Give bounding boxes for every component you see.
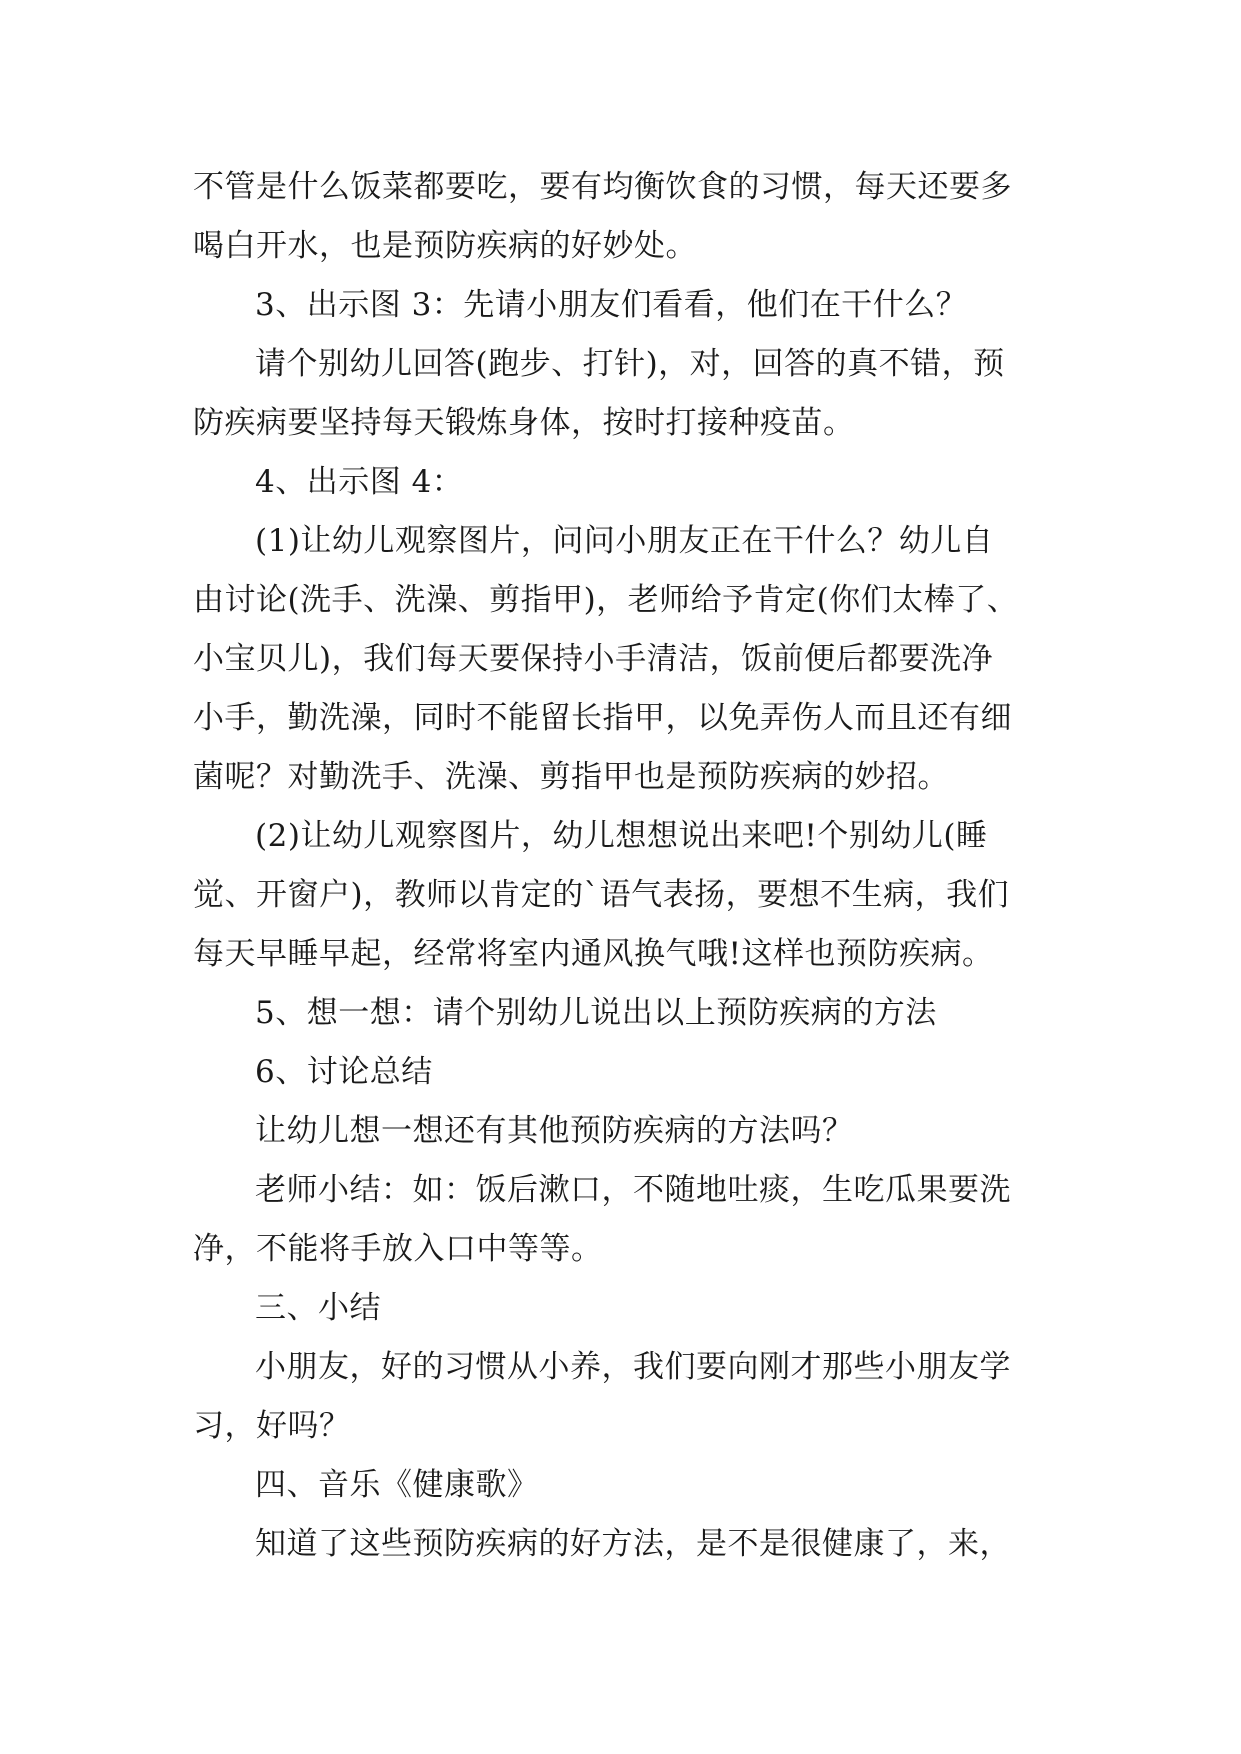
text-line: 防疾病要坚持每天锻炼身体，按时打接种疫苗。 (193, 405, 855, 441)
text-line: 三、小结 (255, 1290, 381, 1326)
text-line: 知道了这些预防疾病的好方法，是不是很健康了，来， (255, 1526, 1011, 1562)
text-line: 喝白开水，也是预防疾病的好妙处。 (193, 228, 697, 264)
text-line: 四、音乐《健康歌》 (255, 1467, 539, 1503)
text-line: 3、出示图 3：先请小朋友们看看，他们在干什么？ (255, 287, 968, 323)
text-line: 菌呢？对勤洗手、洗澡、剪指甲也是预防疾病的妙招。 (193, 759, 949, 795)
document-body (193, 158, 1053, 1574)
text-line: 请个别幼儿回答(跑步、打针)，对，回答的真不错，预 (255, 346, 1005, 382)
text-line: 觉、开窗户)，教师以肯定的`语气表扬，要想不生病，我们 (193, 877, 1010, 913)
text-line: 老师小结：如：饭后漱口，不随地吐痰，生吃瓜果要洗 (255, 1172, 1011, 1208)
text-line: (2)让幼儿观察图片，幼儿想想说出来吧!个别幼儿(睡 (255, 818, 988, 854)
text-line: 小朋友，好的习惯从小养，我们要向刚才那些小朋友学 (255, 1349, 1011, 1385)
text-line: 由讨论(洗手、洗澡、剪指甲)，老师给予肯定(你们太棒了、 (193, 582, 1019, 618)
text-line: 净，不能将手放入口中等等。 (193, 1231, 603, 1267)
text-line: 习，好吗？ (193, 1408, 351, 1444)
text-line: 5、想一想：请个别幼儿说出以上预防疾病的方法 (255, 995, 937, 1031)
text-line: 让幼儿想一想还有其他预防疾病的方法吗？ (255, 1113, 854, 1149)
text-line: 6、讨论总结 (255, 1054, 433, 1090)
text-line: 4、出示图 4： (255, 464, 464, 500)
text-line: (1)让幼儿观察图片，问问小朋友正在干什么？幼儿自 (255, 523, 994, 559)
text-line: 不管是什么饭菜都要吃，要有均衡饮食的习惯，每天还要多 (193, 169, 1012, 205)
text-line: 每天早睡早起，经常将室内通风换气哦!这样也预防疾病。 (193, 936, 994, 972)
text-line: 小手，勤洗澡，同时不能留长指甲，以免弄伤人而且还有细 (193, 700, 1012, 736)
text-line: 小宝贝儿)，我们每天要保持小手清洁，饭前便后都要洗净 (193, 641, 994, 677)
